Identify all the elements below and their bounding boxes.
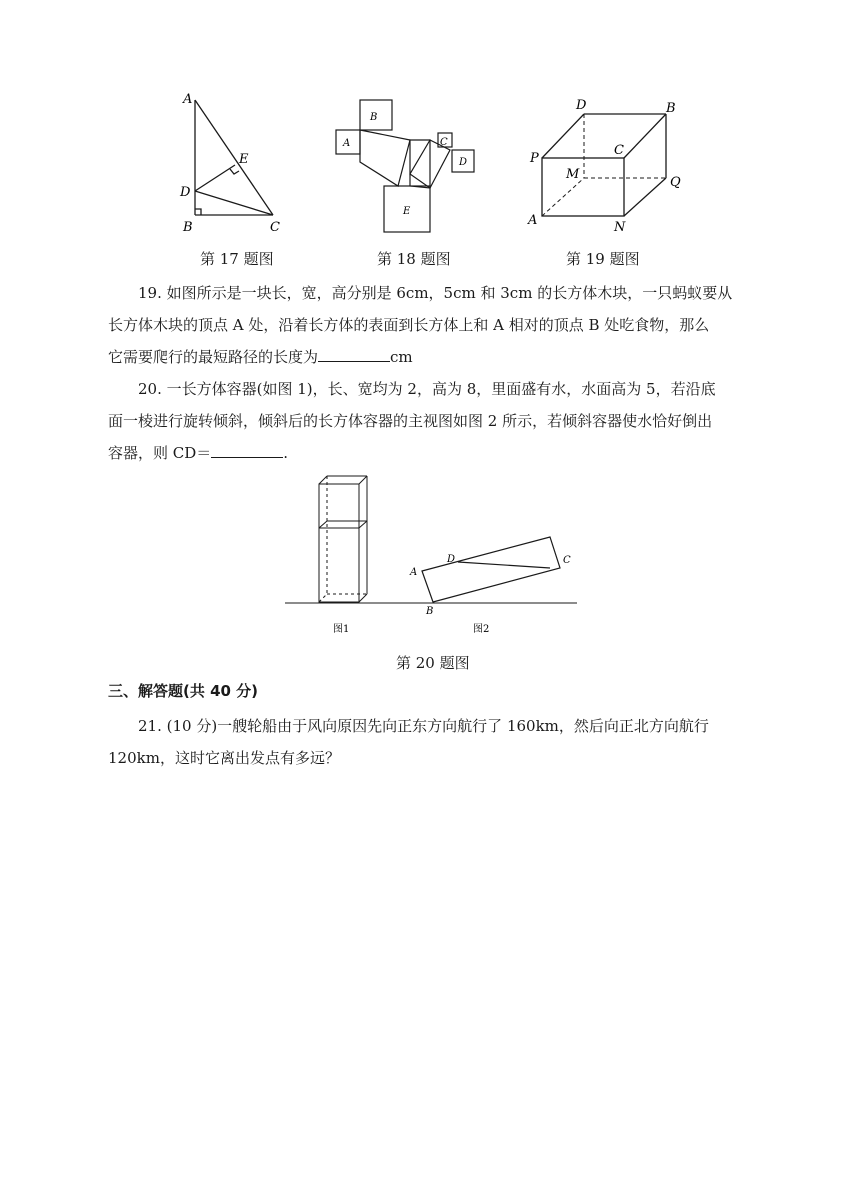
label-D: D [459,157,468,168]
label-M: M [566,167,580,182]
q20-line1: 20. 一长方体容器(如图 1)，长、宽均为 2，高为 8，里面盛有水，水面高为 5，若沿底 [138,380,716,398]
label-D: D [447,554,456,565]
label-C: C [270,220,280,235]
figure-17-caption: 第 17 题图 [200,250,274,268]
q20-line2: 面一棱进行旋转倾斜，倾斜后的长方体容器的主视图如图 2 所示，若倾斜容器使水恰好倒出 [108,412,713,430]
question-19 [108,277,758,373]
label-C: C [614,143,624,158]
figure-19-caption: 第 19 题图 [566,250,640,268]
label-D: D [180,185,191,200]
figure-17 [170,88,300,238]
label-A: A [183,92,193,107]
q21-line1: 21. (10 分)一艘轮船由于风向原因先向正东方向航行了 160km，然后向正北方向航行 [138,717,709,735]
label-B: B [666,101,676,116]
question-21 [108,710,758,774]
q19-line2: 长方体木块的顶点 A 处，沿着长方体的表面到长方体上和 A 相对的顶点 B 处吃食物，那么 [108,316,710,334]
label-A: A [528,213,538,228]
label-A: A [343,138,351,149]
figure-18-caption: 第 18 题图 [377,250,451,268]
q19-line1: 19. 如图所示是一块长，宽，高分别是 6cm，5cm 和 3cm 的长方体木块，一只蚂蚁要从 [138,284,733,302]
q21-line2: 120km，这时它离出发点有多远？ [108,749,340,767]
q19-line3-suffix: cm [390,348,413,366]
subfigure-1-label: 图1 [333,624,350,635]
label-A: A [410,567,418,578]
label-P: P [530,151,539,166]
label-N: N [614,220,626,235]
question-20 [108,373,758,469]
label-B: B [426,606,434,617]
figure-20 [285,468,585,648]
label-E: E [239,152,249,167]
figure-18 [330,92,480,242]
answer-blank[interactable] [318,347,390,362]
q19-line3-prefix: 它需要爬行的最短路径的长度为 [108,348,319,366]
figure-20-caption: 第 20 题图 [396,654,470,672]
label-B: B [370,112,378,123]
label-C: C [440,137,448,148]
answer-blank[interactable] [211,443,283,458]
label-C: C [563,555,571,566]
figure-19 [520,92,700,242]
q20-line3-suffix: . [283,444,289,462]
q20-line3-prefix: 容器，则 CD＝ [108,444,212,462]
label-E: E [403,206,411,217]
label-B: B [183,220,193,235]
label-D: D [576,98,587,113]
subfigure-2-label: 图2 [473,624,490,635]
section-heading: 三、解答题(共 40 分) [108,682,259,700]
label-Q: Q [670,175,681,190]
